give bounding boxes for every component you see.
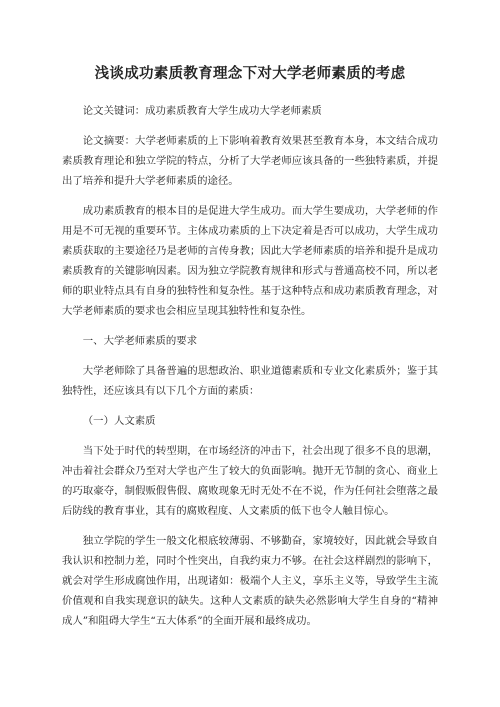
- document-title: 浅谈成功素质教育理念下对大学老师素质的考虑: [94, 65, 406, 82]
- keywords-paragraph: 论文关键词：成功素质教育大学生成功大学老师素质: [82, 105, 322, 117]
- body-paragraph: 当下处于时代的转型期，在市场经济的冲击下，社会出现了很多不良的思潮，冲击着社会群众乃至对大学也产生了较大的负面影响。抛开无节制的贪心、商业上的巧取豪夺，制假贩假售假、腐败现象无时无处不在不说，作为任何社会堕落之最后防线的教育事业，其有的腐败程度、人文素质的低下也令人触目惊心。: [62, 445, 438, 517]
- section-heading: 一、大学老师素质的要求: [82, 335, 198, 347]
- intro-paragraph: 成功素质教育的根本目的是促进大学生成功。而大学生要成功，大学老师的作用是不可无视的重要环节。主体成功素质的上下决定着是否可以成功，大学生成功素质获取的主要途径乃是老师的言传身教；因此大学老师素质的培养和提升是成功素质教育的关键影响因素。因为独立学院教育规律和形式与普通高校不同，所以老师的职业特点具有自身的独特性和复杂性。基于这种特点和成功素质教育理念，对大学老师素质的要求也会相应呈现其独特性和复杂性。: [62, 205, 438, 317]
- abstract-paragraph: 论文摘要：大学老师素质的上下影响着教育效果甚至教育本身，本文结合成功素质教育理论和独立学院的特点，分析了大学老师应该具备的一些独特素质，并提出了培养和提升大学老师素质的途径。: [62, 135, 438, 187]
- body-paragraph: 大学老师除了具备普遍的思想政治、职业道德素质和专业文化素质外；鉴于其独特性，还应该具有以下几个方面的素质：: [62, 365, 438, 397]
- body-paragraph: 独立学院的学生一般文化根底较薄弱、不够勤奋，家境较好，因此就会导致自我认识和控制力差，同时个性突出，自我约束力不够。在社会这样剧烈的影响下，就会对学生形成腐蚀作用，出现诸如：极端个人主义，享乐主义等，导致学生主流价值观和自我实现意识的缺失。这种人文素质的缺失必然影响大学生自身的“精神成人”和阻碍大学生“五大体系”的全面开展和最终成功。: [62, 535, 438, 627]
- subsection-heading: （一）人文素质: [82, 415, 156, 427]
